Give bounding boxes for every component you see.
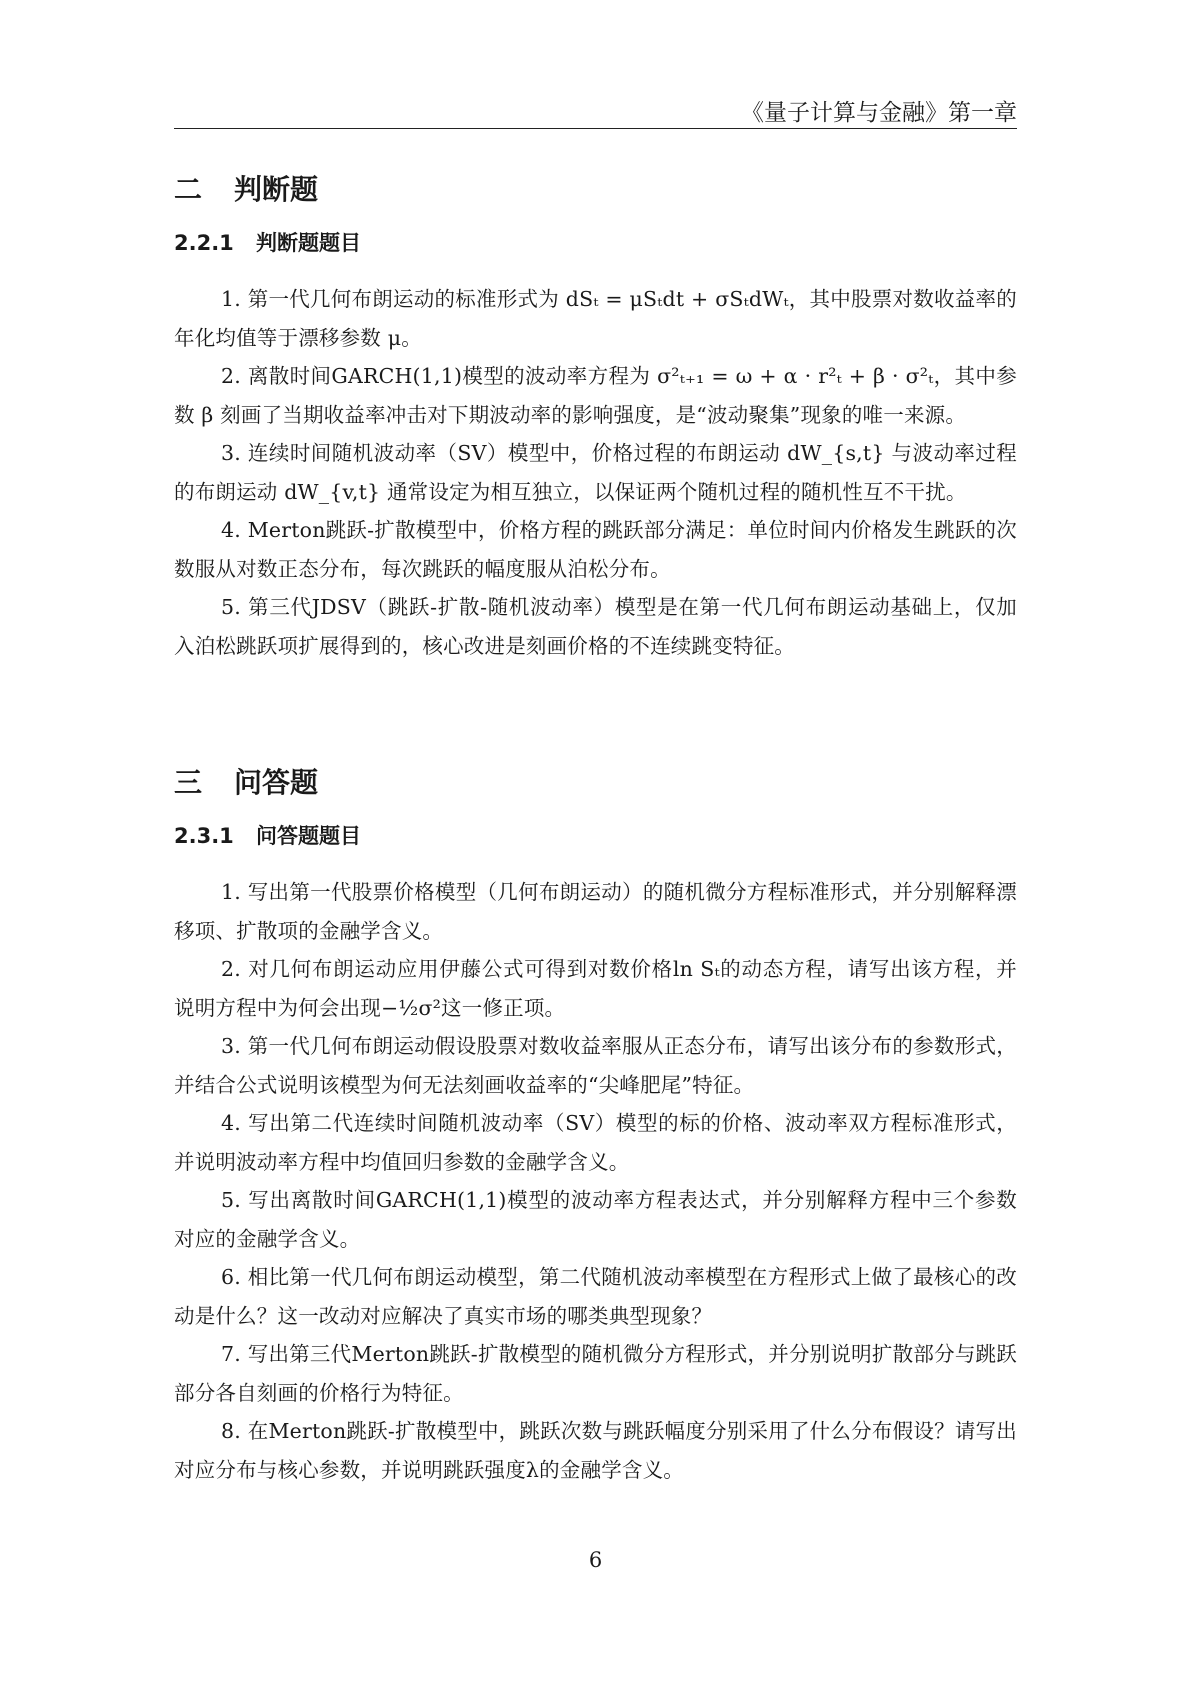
- section-title: 问答题: [234, 766, 319, 799]
- question-item: 1. 第一代几何布朗运动的标准形式为 dSₜ = μSₜdt + σSₜdWₜ，其中股票对数收益率的年化均值等于漂移参数 μ。: [174, 287, 1017, 350]
- question-item: 1. 写出第一代股票价格模型（几何布朗运动）的随机微分方程标准形式，并分别解释漂移项、扩散项的金融学含义。: [174, 880, 1017, 943]
- question-item: 5. 第三代JDSV（跳跃-扩散-随机波动率）模型是在第一代几何布朗运动基础上，仅加入泊松跳跃项扩展得到的，核心改进是刻画价格的不连续跳变特征。: [174, 595, 1017, 658]
- question-item: 8. 在Merton跳跃-扩散模型中，跳跃次数与跳跃幅度分别采用了什么分布假设？请写出对应分布与核心参数，并说明跳跃强度λ的金融学含义。: [174, 1419, 1017, 1482]
- question-item: 6. 相比第一代几何布朗运动模型，第二代随机波动率模型在方程形式上做了最核心的改动是什么？这一改动对应解决了真实市场的哪类典型现象？: [174, 1265, 1017, 1328]
- short-answer-question-list: [174, 873, 1017, 1489]
- subsection-heading: [174, 821, 1017, 851]
- section-number: 三: [174, 766, 203, 799]
- subsection-title: 判断题题目: [256, 231, 361, 255]
- section-heading: [174, 170, 1017, 210]
- section-short-answer: [174, 763, 1017, 1489]
- question-item: 3. 第一代几何布朗运动假设股票对数收益率服从正态分布，请写出该分布的参数形式，并结合公式说明该模型为何无法刻画收益率的“尖峰肥尾”特征。: [174, 1034, 1017, 1097]
- running-header-title: 《量子计算与金融》第一章: [741, 100, 1017, 126]
- subsection-number: 2.2.1: [174, 231, 234, 255]
- subsection-title: 问答题题目: [256, 824, 361, 848]
- section-number: 二: [174, 173, 203, 206]
- true-false-question-list: [174, 280, 1017, 665]
- question-item: 3. 连续时间随机波动率（SV）模型中，价格过程的布朗运动 dW_{s,t} 与波动率过程的布朗运动 dW_{v,t} 通常设定为相互独立，以保证两个随机过程的随机性互不干扰。: [174, 441, 1017, 504]
- section-title: 判断题: [234, 173, 319, 206]
- subsection-number: 2.3.1: [174, 824, 234, 848]
- header-rule: [174, 128, 1017, 129]
- page-number: 6: [588, 1548, 603, 1572]
- section-true-false: [174, 170, 1017, 665]
- question-item: 2. 离散时间GARCH(1,1)模型的波动率方程为 σ²ₜ₊₁ = ω + α · r²ₜ + β · σ²ₜ，其中参数 β 刻画了当期收益率冲击对下期波动率的影响强度，是“波动聚集”现象的唯一来源。: [174, 364, 1017, 427]
- question-item: 7. 写出第三代Merton跳跃-扩散模型的随机微分方程形式，并分别说明扩散部分与跳跃部分各自刻画的价格行为特征。: [174, 1342, 1017, 1405]
- question-item: 4. 写出第二代连续时间随机波动率（SV）模型的标的价格、波动率双方程标准形式，并说明波动率方程中均值回归参数的金融学含义。: [174, 1111, 1017, 1174]
- question-item: 2. 对几何布朗运动应用伊藤公式可得到对数价格ln Sₜ的动态方程，请写出该方程，并说明方程中为何会出现−½σ²这一修正项。: [174, 957, 1017, 1020]
- question-item: 5. 写出离散时间GARCH(1,1)模型的波动率方程表达式，并分别解释方程中三个参数对应的金融学含义。: [174, 1188, 1017, 1251]
- subsection-heading: [174, 228, 1017, 258]
- section-heading: [174, 763, 1017, 803]
- question-item: 4. Merton跳跃-扩散模型中，价格方程的跳跃部分满足：单位时间内价格发生跳跃的次数服从对数正态分布，每次跳跃的幅度服从泊松分布。: [174, 518, 1017, 581]
